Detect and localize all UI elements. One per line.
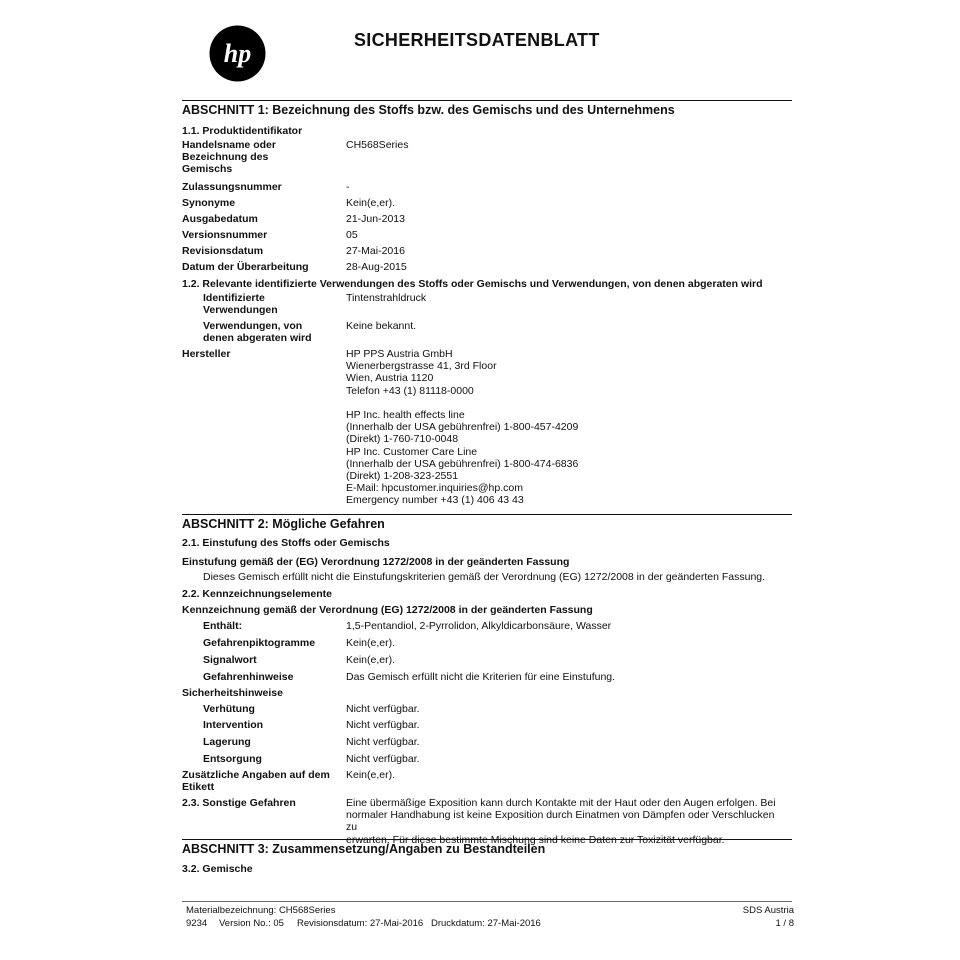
lagerung-value: Nicht verfügbar.: [346, 736, 420, 748]
ausgabedatum-label: Ausgabedatum: [182, 213, 258, 225]
verhuetung-value: Nicht verfügbar.: [346, 703, 420, 715]
piktogramme-label: Gefahrenpiktogramme: [203, 637, 316, 649]
footer-sds: SDS Austria: [742, 905, 794, 916]
abgeraten-label: Verwendungen, von denen abgeraten wird: [203, 320, 312, 344]
hersteller-address: HP PPS Austria GmbH Wienerbergstrasse 41, 3rd Floor Wien, Austria 1120 Telefon +43 (1) 81118-0000 HP Inc. health effects line (Innerhalb der USA gebührenfrei) 1-800-457-4209 (Direkt) 1-760-710-0048 HP Inc. Customer Care Line (Innerhalb der USA gebührenfrei) 1-800-474-6836 (Direkt) 1-208-323-2551 E-Mail: hpcustomer.inquiries@hp.com Emergency number +43 (1) 406 43 43: [346, 348, 579, 507]
synonyme-value: Kein(e,er).: [346, 197, 396, 209]
subsection-3-2: 3.2. Gemische: [182, 863, 253, 875]
zusaetzliche-angaben-label: Zusätzliche Angaben auf dem Etikett: [182, 769, 330, 793]
zulassung-value: -: [346, 181, 350, 193]
ueberarbeitung-label: Datum der Überarbeitung: [182, 261, 309, 273]
kennzeichnung-heading: Kennzeichnung gemäß der Verordnung (EG) 1272/2008 in der geänderten Fassung: [182, 604, 593, 616]
document-title: SICHERHEITSDATENBLATT: [354, 30, 600, 50]
sonstige-gefahren-value: Eine übermäßige Exposition kann durch Kontakte mit der Haut oder den Augen erfolgen. Bei normaler Handhabung ist keine Exposition durch Einatmen von Dämpfen oder Verschlucken zu erwarten. Für diese bestimmte Mischung sind keine Daten zur Toxizität verfügbar.: [346, 797, 776, 846]
synonyme-label: Synonyme: [182, 197, 236, 209]
footer-code: 9234: [186, 918, 208, 929]
revisionsdatum-value: 27-Mai-2016: [346, 245, 405, 257]
ueberarbeitung-value: 28-Aug-2015: [346, 261, 407, 273]
hp-logo-text: hp: [223, 39, 252, 68]
footer-revision-date: Revisionsdatum: 27-Mai-2016: [297, 918, 424, 929]
enthaelt-value: 1,5-Pentandiol, 2-Pyrrolidon, Alkyldicarbonsäure, Wasser: [346, 620, 612, 632]
signalwort-value: Kein(e,er).: [346, 654, 396, 666]
entsorgung-label: Entsorgung: [203, 753, 262, 765]
entsorgung-value: Nicht verfügbar.: [346, 753, 420, 765]
subsection-2-2: 2.2. Kennzeichnungselemente: [182, 588, 332, 600]
abgeraten-value: Keine bekannt.: [346, 320, 417, 332]
gefahrenhinweise-value: Das Gemisch erfüllt nicht die Kriterien für eine Einstufung.: [346, 671, 616, 683]
section-3-heading: ABSCHNITT 3: Zusammensetzung/Angaben zu Bestandteilen: [182, 839, 792, 856]
zulassung-label: Zulassungsnummer: [182, 181, 282, 193]
verhuetung-label: Verhütung: [203, 703, 255, 715]
subsection-1-2: 1.2. Relevante identifizierte Verwendungen des Stoffs oder Gemischs und Verwendungen, von denen abgeraten wird: [182, 278, 763, 290]
gefahrenhinweise-label: Gefahrenhinweise: [203, 671, 294, 683]
piktogramme-value: Kein(e,er).: [346, 637, 396, 649]
tradename-value: CH568Series: [346, 139, 409, 151]
tradename-label: Handelsname oder Bezeichnung des Gemischs: [182, 139, 276, 175]
footer-material: Materialbezeichnung: CH568Series: [186, 905, 336, 916]
footer-divider: [182, 901, 792, 902]
sonstige-gefahren-label: 2.3. Sonstige Gefahren: [182, 797, 296, 809]
footer-page-number: 1 / 8: [775, 918, 794, 929]
intervention-value: Nicht verfügbar.: [346, 719, 420, 731]
versionsnummer-label: Versionsnummer: [182, 229, 268, 241]
zusaetzliche-angaben-value: Kein(e,er).: [346, 769, 396, 781]
intervention-label: Intervention: [203, 719, 264, 731]
ausgabedatum-value: 21-Jun-2013: [346, 213, 405, 225]
signalwort-label: Signalwort: [203, 654, 257, 666]
section-1-heading: ABSCHNITT 1: Bezeichnung des Stoffs bzw. des Gemischs und des Unternehmens: [182, 100, 792, 117]
hersteller-label: Hersteller: [182, 348, 231, 360]
einstufung-text: Dieses Gemisch erfüllt nicht die Einstufungskriterien gemäß der Verordnung (EG) 1272/2008 in der geänderten Fassung.: [203, 571, 766, 583]
identifizierte-verwendungen-label: Identifizierte Verwendungen: [203, 292, 278, 316]
sicherheitshinweise-label: Sicherheitshinweise: [182, 687, 283, 699]
footer-version: Version No.: 05: [219, 918, 284, 929]
enthaelt-label: Enthält:: [203, 620, 243, 632]
section-2-heading: ABSCHNITT 2: Mögliche Gefahren: [182, 514, 792, 531]
identifizierte-verwendungen-value: Tintenstrahldruck: [346, 292, 427, 304]
revisionsdatum-label: Revisionsdatum: [182, 245, 264, 257]
hp-logo: [209, 25, 266, 82]
versionsnummer-value: 05: [346, 229, 358, 241]
lagerung-label: Lagerung: [203, 736, 251, 748]
subsection-2-1: 2.1. Einstufung des Stoffs oder Gemischs: [182, 537, 390, 549]
footer-print-date: Druckdatum: 27-Mai-2016: [431, 918, 541, 929]
email-link: E-Mail: hpcustomer.inquiries@hp.com: [346, 482, 523, 495]
einstufung-heading: Einstufung gemäß der (EG) Verordnung 1272/2008 in der geänderten Fassung: [182, 556, 570, 568]
subsection-1-1: 1.1. Produktidentifikator: [182, 125, 303, 137]
